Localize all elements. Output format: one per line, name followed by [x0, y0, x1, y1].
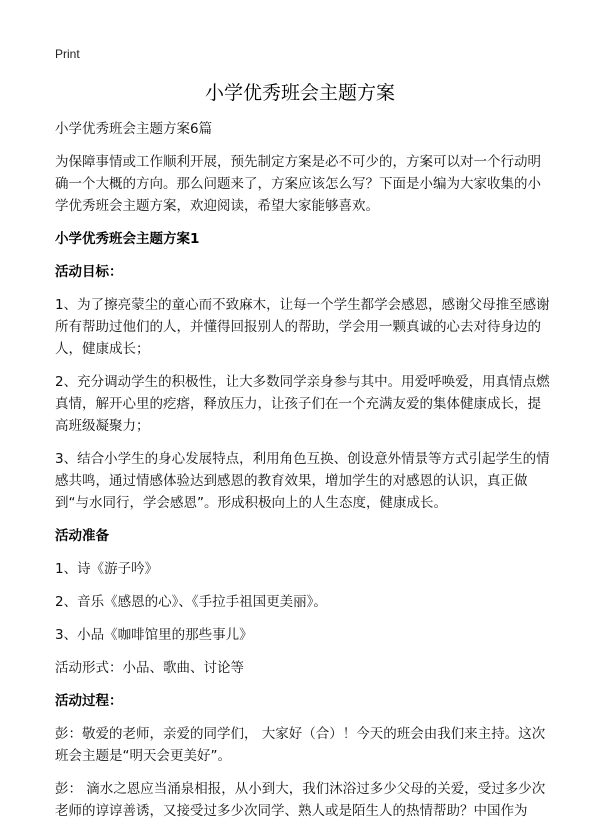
section-heading: 活动准备 — [55, 528, 109, 544]
paragraph: 2、充分调动学生的积极性，让大多数同学亲身参与其中。用爱呼唤爱，用真情点燃真情，解开心里的疙瘩，释放压力，让孩子们在一个充满友爱的集体健康成长，提高班级凝聚力； — [55, 374, 550, 434]
paragraph: 为保障事情或工作顺利开展，预先制定方案是必不可少的，方案可以对一个行动明确一个大概的方向。那么问题来了，方案应该怎么写？下面是小编为大家收集的小学优秀班会主题方案，欢迎阅读，希望大家能够喜欢。 — [55, 154, 541, 214]
paragraph: 1、诗《游子吟》 — [55, 561, 159, 577]
paragraph: 2、音乐《感恩的心》、《手拉手祖国更美丽》。 — [55, 594, 327, 610]
paragraph: 3、结合小学生的身心发展特点，利用角色互换、创设意外情景等方式引起学生的情感共鸣，通过情感体验达到感恩的教育效果，增加学生的对感恩的认识，真正做到“与水同行，学会感恩”。形成积极向上的人生态度，健康成长。 — [55, 451, 550, 511]
section-heading: 活动过程： — [55, 693, 123, 709]
print-link[interactable]: Print — [55, 47, 80, 61]
paragraph: 活动形式：小品、歌曲、讨论等 — [55, 660, 244, 676]
paragraph: 彭：敬爱的老师，亲爱的同学们， 大家好（合）！今天的班会由我们来主持。这次班会主题是“明天会更美好”。 — [55, 726, 546, 764]
paragraph: 3、小品《咖啡馆里的那些事儿》 — [55, 627, 253, 643]
page-title: 小学优秀班会主题方案 — [204, 82, 395, 104]
section-heading: 小学优秀班会主题方案1 — [55, 231, 200, 247]
paragraph: 小学优秀班会主题方案6篇 — [55, 121, 213, 137]
article-body — [55, 118, 550, 833]
section-heading: 活动目标： — [55, 264, 123, 280]
paragraph: 1、为了擦亮蒙尘的童心而不致麻木，让每一个学生都学会感恩，感谢父母推至感谢所有帮助过他们的人，并懂得回报别人的帮助，学会用一颗真诚的心去对待身边的人，健康成长； — [55, 297, 550, 357]
paragraph: 彭： 滴水之恩应当涌泉相报，从小到大，我们沐浴过多少父母的关爱，受过多少次老师的谆谆善诱，又接受过多少次同学、熟人或是陌生人的热情帮助？中国作为 — [55, 781, 546, 819]
